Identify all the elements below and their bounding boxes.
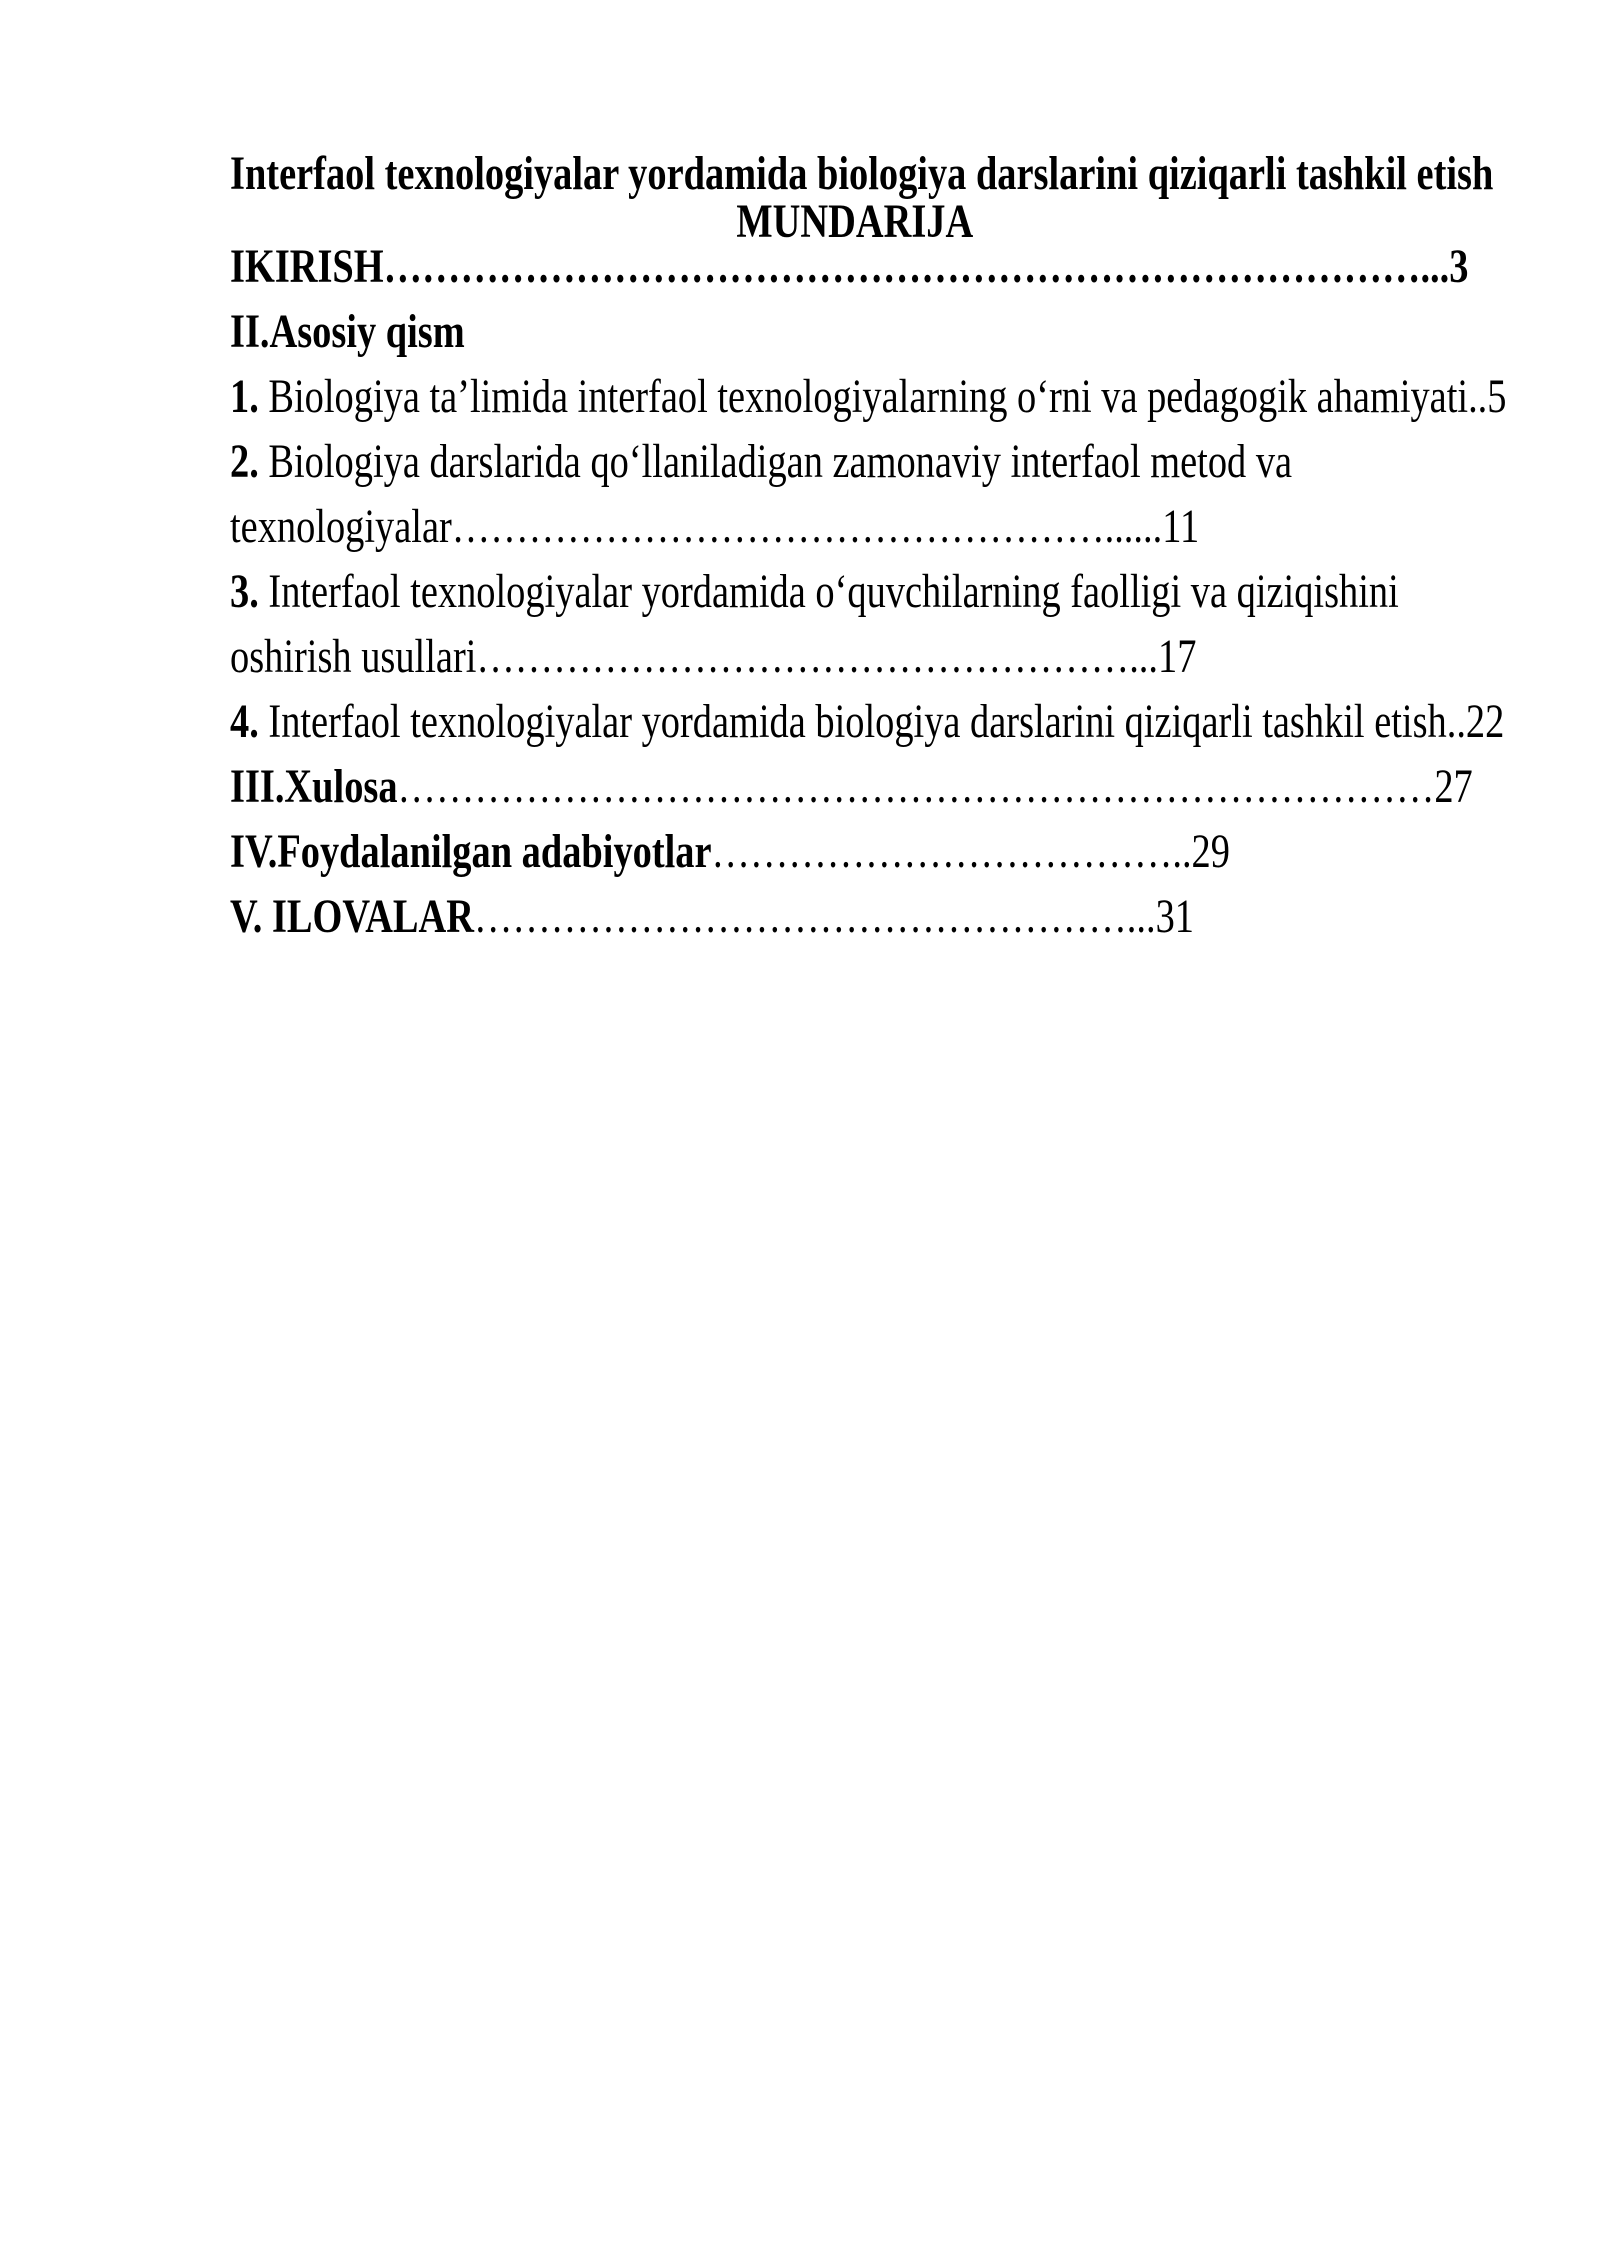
toc-line-xulosa: [230, 754, 1480, 819]
table-of-contents: [230, 234, 1507, 949]
toc-entry-label: II.Asosiy qism: [230, 305, 465, 358]
toc-entry-text: oshirish usullari……………………………………………...17: [230, 630, 1197, 683]
toc-entry-text: Interfaol texnologiyalar yordamida o‘quvchilarning faolligi va qiziqishini: [258, 565, 1399, 618]
toc-line-ikirish: [230, 234, 1480, 299]
toc-entry-number: 1.: [230, 370, 259, 423]
title-block: [230, 147, 1494, 248]
toc-entry-label: III.Xulosa: [230, 760, 398, 813]
toc-line-asosiy-qism: [230, 299, 1480, 364]
toc-entry-text: Biologiya darslarida qo‘llaniladigan zamonaviy interfaol metod va: [258, 435, 1293, 488]
toc-line-item-2-continuation: [230, 494, 1480, 559]
toc-line-item-3-continuation: [230, 624, 1480, 689]
toc-entry-label: IKIRISH………………………………………………………………………...3: [230, 240, 1469, 293]
toc-line-item-3: [230, 559, 1480, 624]
toc-entry-text: texnologiyalar……………………………………………......11: [230, 500, 1200, 553]
toc-entry-dots: ………………………………………………………………………27: [397, 760, 1473, 813]
toc-line-adabiyotlar: [230, 819, 1480, 884]
toc-line-ilovalar: [230, 884, 1480, 949]
toc-line-item-1: [230, 364, 1507, 429]
toc-heading: MUNDARIJA: [736, 195, 974, 248]
toc-entry-text: Interfaol texnologiyalar yordamida biologiya darslarini qiziqarli tashkil etish..22: [258, 695, 1505, 748]
document-title: Interfaol texnologiyalar yordamida biologiya darslarini qiziqarli tashkil etish: [230, 147, 1494, 200]
toc-entry-dots: ………………………………..29: [711, 825, 1230, 878]
toc-entry-label: V. ILOVALAR: [230, 890, 474, 943]
toc-entry-number: 3.: [230, 565, 259, 618]
toc-line-item-4: [230, 689, 1505, 754]
toc-entry-number: 2.: [230, 435, 259, 488]
toc-entry-number: 4.: [230, 695, 259, 748]
toc-entry-label: IV.Foydalanilgan adabiyotlar: [230, 825, 712, 878]
toc-entry-text: Biologiya ta’limida interfaol texnologiyalarning o‘rni va pedagogik ahamiyati..5: [258, 370, 1507, 423]
toc-line-item-2: [230, 429, 1480, 494]
toc-entry-dots: ……………………………………………...31: [474, 890, 1194, 943]
